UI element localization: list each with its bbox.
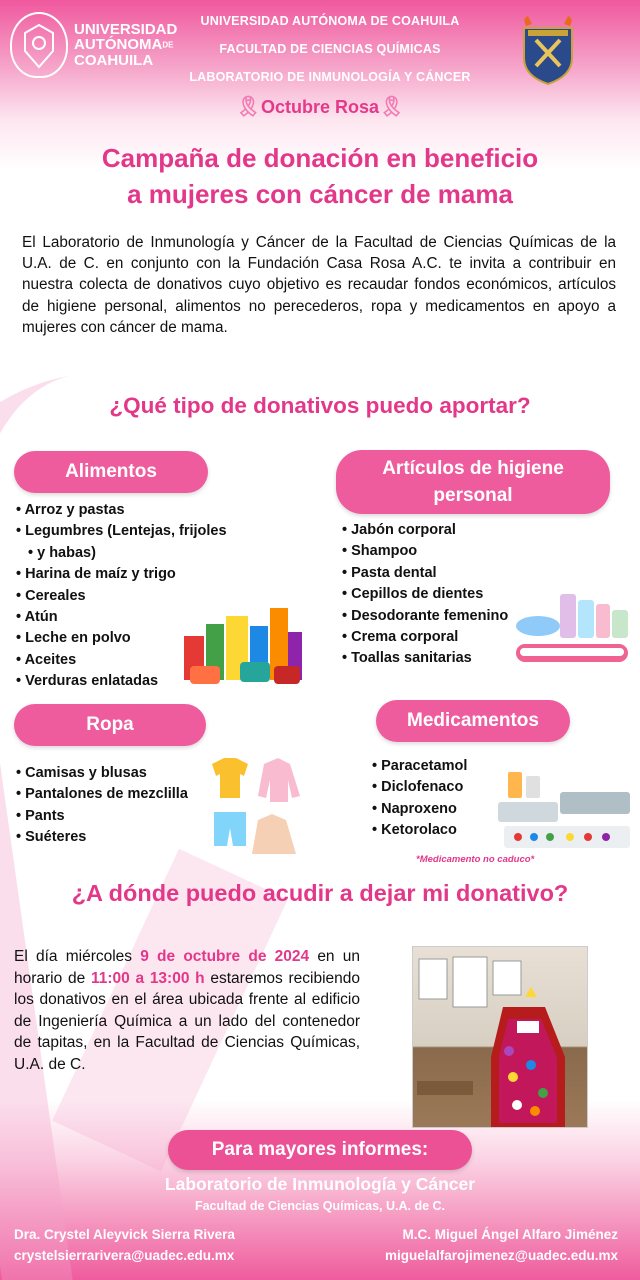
header-faculty: FACULTAD DE CIENCIAS QUÍMICAS [219, 42, 441, 56]
where-paragraph: El día miércoles 9 de octubre de 2024 en un horario de 11:00 a 13:00 h estaremos recibiendo los donativos en el área ubicada frente al edificio de Ingeniería Química a un lado del contenedor de tapitas, en la Facultad de Ciencias Químicas, U.A. de C. [14, 948, 360, 1073]
donations-heading: ¿Qué tipo de donativos puedo aportar? [109, 393, 531, 418]
pink-ribbon-icon: 🎗 [379, 96, 405, 118]
contact-email-2[interactable]: miguelalfarojimenez@uadec.edu.mx [385, 1248, 618, 1263]
donation-box-photo [412, 946, 588, 1128]
list-item: • Suéteres [16, 827, 188, 848]
event-time: 11:00 a 13:00 h [90, 969, 205, 987]
page-title: Campaña de donación en beneficio a mujeres con cáncer de mama [101, 143, 539, 209]
medicines-image [494, 768, 636, 854]
medicine-note: *Medicamento no caduco* [416, 854, 535, 865]
list-item: • Pants [16, 806, 188, 827]
where-heading: ¿A dónde puedo acudir a dejar mi donativo? [71, 880, 569, 906]
clothes-image [206, 756, 306, 862]
list-item: • Legumbres (Lentejas, frijoles [16, 521, 227, 542]
medicine-list [372, 756, 467, 842]
list-item: • Atún [16, 607, 227, 628]
list-item: • Aceites [16, 650, 227, 671]
hygiene-list [342, 520, 508, 670]
footer-faculty: Facultad de Ciencias Químicas, U.A. de C. [194, 1199, 446, 1213]
list-item: • Diclofenaco [372, 777, 467, 798]
list-item: • Arroz y pastas [16, 500, 227, 521]
list-item: • Toallas sanitarias [342, 648, 508, 669]
header-lab: LABORATORIO DE INMUNOLOGÍA Y CÁNCER [189, 70, 471, 84]
groceries-image [180, 596, 304, 688]
contact-name-1: Dra. Crystel Aleyvick Sierra Rivera [14, 1227, 235, 1242]
pink-ribbon-icon: 🎗 [235, 96, 261, 118]
list-item: • Naproxeno [372, 799, 467, 820]
list-item: • Jabón corporal [342, 520, 508, 541]
faculty-shield-icon [518, 16, 578, 86]
medicine-category-pill: Medicamentos [376, 700, 570, 742]
intro-paragraph: El Laboratorio de Inmunología y Cáncer de la Facultad de Ciencias Químicas de la U.A. de C. en conjunto con la Fundación Casa Rosa A.C. te invita a contribuir en nuestra colecta de donativos cuyo objetivo es recaudar fondos económicos, artículos de higiene personal, alimentos no perecederos, ropa y medicamentos en apoyo a mujeres con cáncer de mama. [22, 234, 616, 336]
list-item: • y habas) [16, 543, 227, 564]
list-item: • Paracetamol [372, 756, 467, 777]
list-item: • Pantalones de mezclilla [16, 784, 188, 805]
octubre-rosa-badge: 🎗Octubre Rosa🎗 [235, 96, 405, 118]
list-item: • Crema corporal [342, 627, 508, 648]
header-university: UNIVERSIDAD AUTÓNOMA DE COAHUILA [200, 14, 460, 28]
contact-email-1[interactable]: crystelsierrarivera@uadec.edu.mx [14, 1248, 235, 1263]
more-info-banner: Para mayores informes: [168, 1130, 472, 1170]
list-item: • Ketorolaco [372, 820, 467, 841]
toiletries-image [512, 590, 636, 672]
footer-lab: Laboratorio de Inmunología y Cáncer [164, 1174, 476, 1194]
university-wordmark: UNIVERSIDAD AUTÓNOMADE COAHUILA [74, 21, 178, 69]
hygiene-category-pill: Artículos de higiene personal [336, 450, 610, 514]
clothes-list [16, 763, 188, 849]
list-item: • Verduras enlatadas [16, 671, 227, 692]
list-item: • Camisas y blusas [16, 763, 188, 784]
event-date: 9 de octubre de 2024 [140, 948, 310, 965]
contact-name-2: M.C. Miguel Ángel Alfaro Jiménez [402, 1227, 618, 1242]
list-item: • Shampoo [342, 541, 508, 562]
list-item: • Cepillos de dientes [342, 584, 508, 605]
clothes-category-pill: Ropa [14, 704, 206, 746]
list-item: • Harina de maíz y trigo [16, 564, 227, 585]
university-crest-icon [10, 12, 68, 78]
list-item: • Leche en polvo [16, 628, 227, 649]
food-category-pill: Alimentos [14, 451, 208, 493]
list-item: • Desodorante femenino [342, 606, 508, 627]
list-item: • Cereales [16, 586, 227, 607]
list-item: • Pasta dental [342, 563, 508, 584]
